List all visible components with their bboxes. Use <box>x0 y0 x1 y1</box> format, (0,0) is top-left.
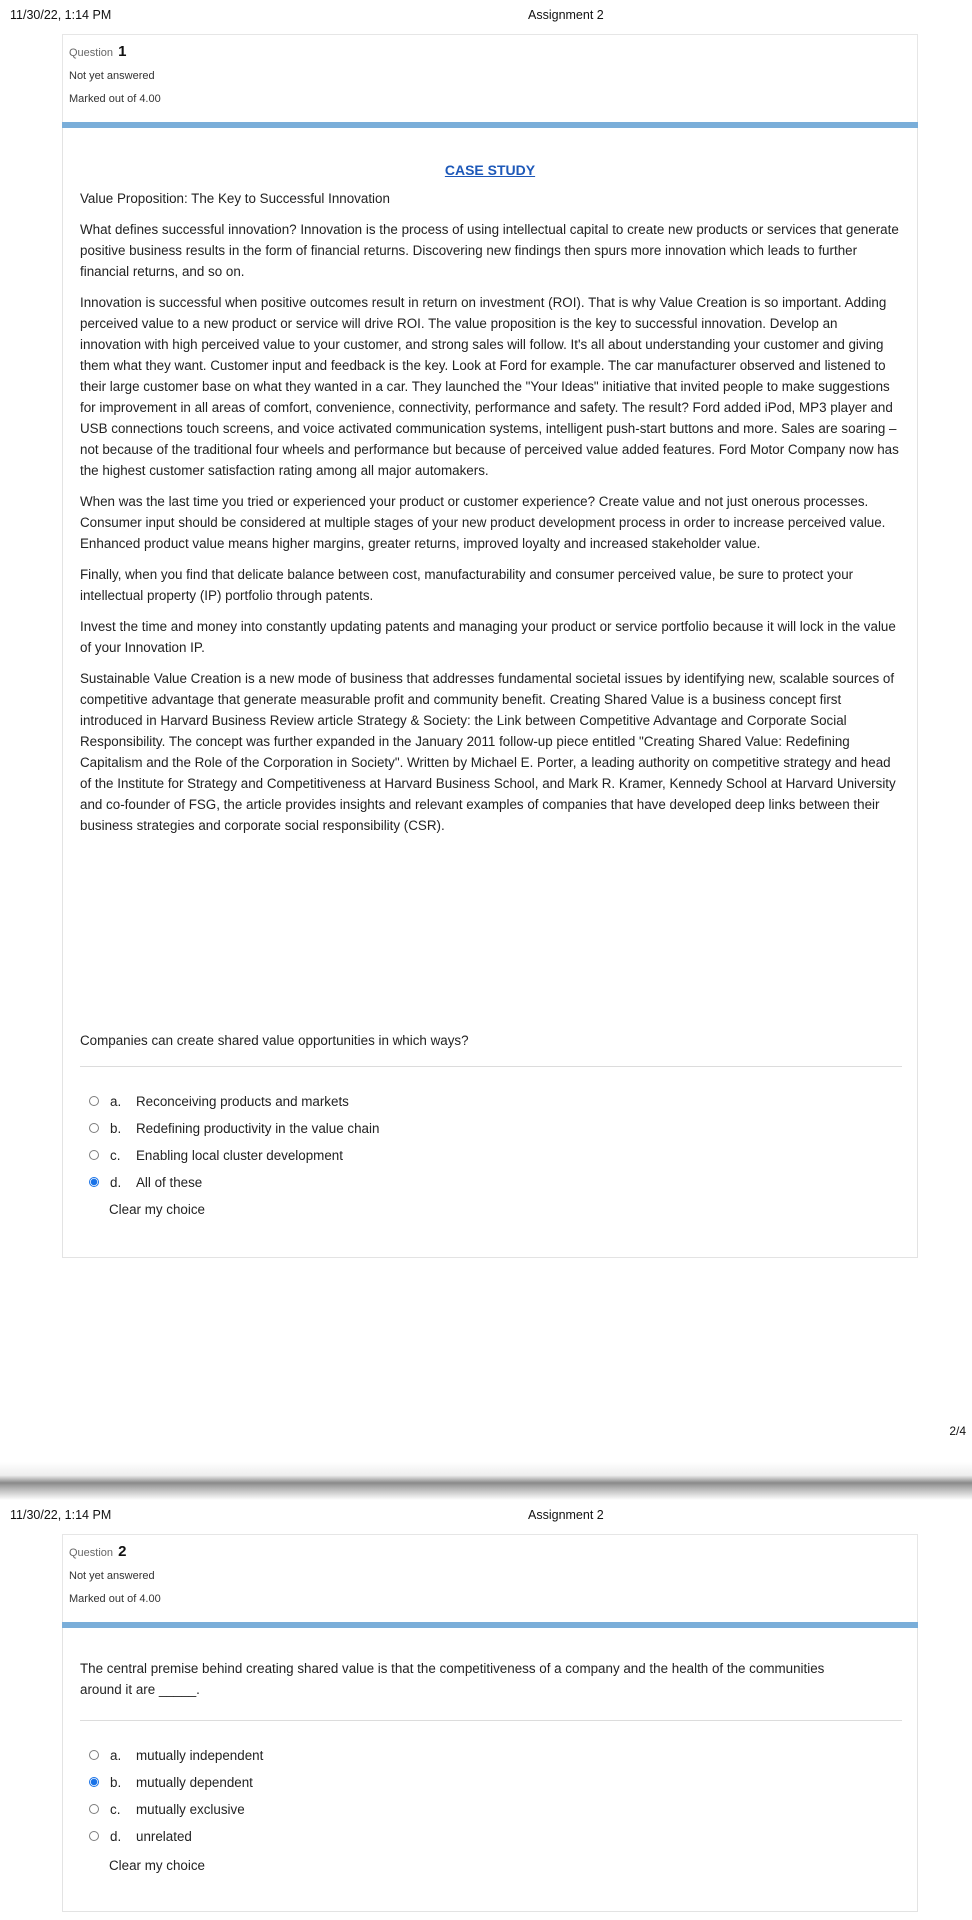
option-text: Redefining productivity in the value chain <box>136 1121 380 1136</box>
question-status: Not yet answered <box>69 70 155 82</box>
option-letter: c. <box>110 1148 121 1163</box>
radio-button[interactable] <box>89 1750 99 1760</box>
question-content-box <box>62 128 918 1258</box>
question-text: Companies can create shared value opportunities in which ways? <box>80 1033 469 1048</box>
question-marks: Marked out of 4.00 <box>69 93 161 105</box>
radio-button-selected[interactable] <box>89 1777 99 1787</box>
print-title: Assignment 2 <box>528 8 604 22</box>
option-text: Enabling local cluster development <box>136 1148 343 1163</box>
case-paragraph: Innovation is successful when positive outcomes result in return on investment (ROI). That is why Value Creation is so important. Adding perceived value to a new product or service will drive ROI. The value proposition is the key to successful innovation. Develop an innovation with high perceived value to your customer, and strong sales will follow. It's all about understanding your customer and giving them what they want. Customer input and feedback is the key. Look at Ford for example. The car manufacturer observed and listened to their large customer base on what they wanted in a car. They launched the "Your Ideas" initiative that invited people to make suggestions for improvement in all areas of comfort, convenience, connectivity, performance and safety. The result? Ford added iPod, MP3 player and USB connections touch screens, and voice activated communication systems, intelligent push-start buttons and more. Sales are soaring – not because of the traditional four wheels and performance but because of perceived value added features. Ford Motor Company now has the highest customer satisfaction rating among all major automakers. <box>80 295 899 478</box>
question-label: Question <box>69 47 114 59</box>
question-text: The central premise behind creating shared value is that the competitiveness of a company and the health of the communities around it are _____. <box>80 1661 825 1697</box>
option-text: mutually exclusive <box>136 1802 245 1817</box>
print-header <box>0 1508 972 1528</box>
print-page-2 <box>0 1500 972 1920</box>
question-separator <box>80 1720 902 1721</box>
question-marks: Marked out of 4.00 <box>69 1593 161 1605</box>
clear-choice-link[interactable]: Clear my choice <box>109 1858 205 1873</box>
question-number: 1 <box>118 43 127 60</box>
question-info-box <box>62 1534 918 1622</box>
clear-choice-link[interactable]: Clear my choice <box>109 1202 205 1217</box>
print-header <box>0 8 972 28</box>
radio-button[interactable] <box>89 1804 99 1814</box>
print-title: Assignment 2 <box>528 1508 604 1522</box>
case-paragraph: Invest the time and money into constantly updating patents and managing your product or service portfolio because it will lock in the value of your Innovation IP. <box>80 619 896 655</box>
case-paragraph: Finally, when you find that delicate balance between cost, manufacturability and consumer perceived value, be sure to protect your intellectual property (IP) portfolio through patents. <box>80 567 854 603</box>
case-study-text <box>80 188 900 846</box>
option-text: Reconceiving products and markets <box>136 1094 349 1109</box>
option-text: mutually independent <box>136 1748 264 1763</box>
option-letter: a. <box>110 1094 122 1109</box>
radio-button-selected[interactable] <box>89 1177 99 1187</box>
print-date: 11/30/22, 1:14 PM <box>10 8 112 22</box>
option-letter: a. <box>110 1748 122 1763</box>
case-paragraph: What defines successful innovation? Innovation is the process of using intellectual capital to create new products or services that generate positive business results in the form of financial returns. Discovering new findings then spurs more innovation which leads to further financial returns, and so on. <box>80 222 899 279</box>
question-info-box <box>62 34 918 122</box>
option-text: unrelated <box>136 1829 192 1844</box>
print-date: 11/30/22, 1:14 PM <box>10 1508 112 1522</box>
radio-button[interactable] <box>89 1096 99 1106</box>
question-label: Question <box>69 1547 114 1559</box>
option-letter: c. <box>110 1802 121 1817</box>
option-text: All of these <box>136 1175 203 1190</box>
case-study-title: CASE STUDY <box>444 162 536 178</box>
case-paragraph: Sustainable Value Creation is a new mode of business that addresses fundamental societal issues by identifying new, scalable sources of competitive advantage that generate measurable profit and community benefit. Creating Shared Value is a business concept first introduced in Harvard Business Review article Strategy & Society: the Link between Competitive Advantage and Corporate Social Responsibility. The concept was further expanded in the January 2011 follow-up piece entitled "Creating Shared Value: Redefining Capitalism and the Role of the Corporation in Society". Written by Michael E. Porter, a leading authority on competitive strategy and head of the Institute for Strategy and Competitiveness at Harvard Business School, and Mark R. Kramer, Kennedy School at Harvard University and co-founder of FSG, the article provides insights and relevant examples of companies that have developed deep links between their business strategies and corporate social responsibility (CSR). <box>80 671 896 833</box>
option-letter: d. <box>110 1175 122 1190</box>
case-paragraph: When was the last time you tried or experienced your product or customer experience? Create value and not just onerous processes. Consumer input should be considered at multiple stages of your new product development process in order to increase perceived value. Enhanced product value means higher margins, greater returns, improved loyalty and increased stakeholder value. <box>80 494 886 551</box>
question-number: 2 <box>118 1543 127 1560</box>
page-number: 2/4 <box>949 1424 966 1438</box>
option-letter: b. <box>110 1121 122 1136</box>
option-letter: b. <box>110 1775 122 1790</box>
radio-button[interactable] <box>89 1123 99 1133</box>
option-letter: d. <box>110 1829 122 1844</box>
radio-button[interactable] <box>89 1831 99 1841</box>
option-text: mutually dependent <box>136 1775 253 1790</box>
page-break <box>0 1462 972 1500</box>
radio-button[interactable] <box>89 1150 99 1160</box>
case-paragraph: Value Proposition: The Key to Successful Innovation <box>80 191 390 206</box>
question-separator <box>80 1066 902 1067</box>
question-content-box <box>62 1628 918 1912</box>
question-status: Not yet answered <box>69 1570 155 1582</box>
